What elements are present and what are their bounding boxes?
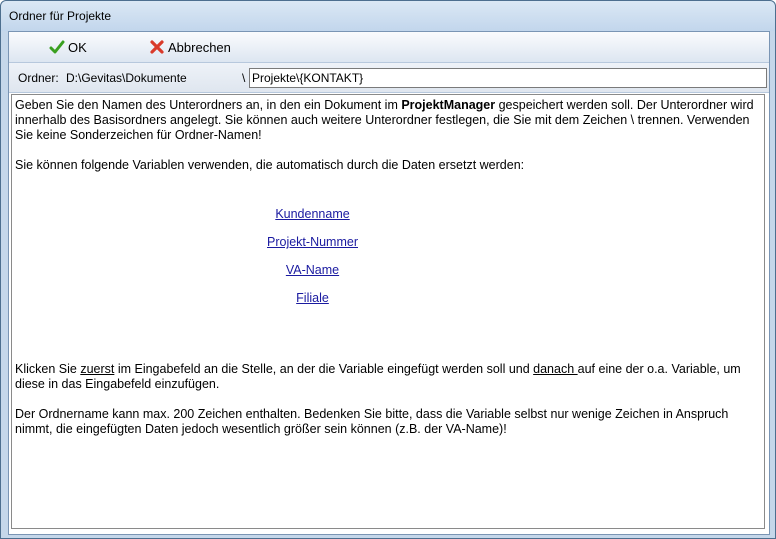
base-folder-path: D:\Gevitas\Dokumente <box>66 71 187 85</box>
variable-list <box>15 207 610 319</box>
cancel-button-label: Abbrechen <box>168 39 231 55</box>
ok-button[interactable] <box>49 38 87 56</box>
variable-link-filiale[interactable]: Filiale <box>296 291 329 305</box>
folder-label: Ordner: <box>18 71 59 85</box>
variable-link-kundenname[interactable]: Kundenname <box>275 207 350 221</box>
cross-icon <box>149 39 165 55</box>
help-text-area[interactable] <box>11 94 765 529</box>
toolbar <box>9 32 769 63</box>
ok-button-label: OK <box>68 39 87 55</box>
variable-link-va-name[interactable]: VA-Name <box>285 263 340 277</box>
folder-bar <box>9 63 769 93</box>
variable-link-projekt-nummer[interactable]: Projekt-Nummer <box>267 235 358 249</box>
help-paragraph-2: Sie können folgende Variablen verwenden, die automatisch durch die Daten ersetzt werden: <box>15 158 525 172</box>
help-paragraph-3: Klicken Sie zuerst im Eingabefeld an die Stelle, an der die Variable eingefügt werden soll und danach auf eine der o.a. Variable, um diese in das Eingabefeld einzufügen. <box>15 362 741 391</box>
title-bar <box>1 1 775 31</box>
subfolder-input[interactable] <box>249 68 767 88</box>
cancel-button[interactable] <box>149 38 231 56</box>
window-title: Ordner für Projekte <box>9 9 112 23</box>
path-separator: \ <box>242 71 246 85</box>
help-paragraph-1: Geben Sie den Namen des Unterordners an, in den ein Dokument im ProjektManager gespeichert werden soll. Der Unterordner wird innerhalb des Basisordners angelegt. Sie können auch weitere Unterordner festlegen, die Sie mit dem Zeichen \ trennen. Verwenden Sie keine Sonderzeichen für Ordner-Namen! <box>15 98 754 142</box>
help-paragraph-4: Der Ordnername kann max. 200 Zeichen enthalten. Bedenken Sie bitte, dass die Variable selbst nur wenige Zeichen in Anspruch nimmt, die eingefügten Daten jedoch wesentlich größer sein können (z.B. der VA-Name)! <box>15 407 729 436</box>
checkmark-icon <box>49 39 65 55</box>
dialog-content <box>8 31 770 535</box>
